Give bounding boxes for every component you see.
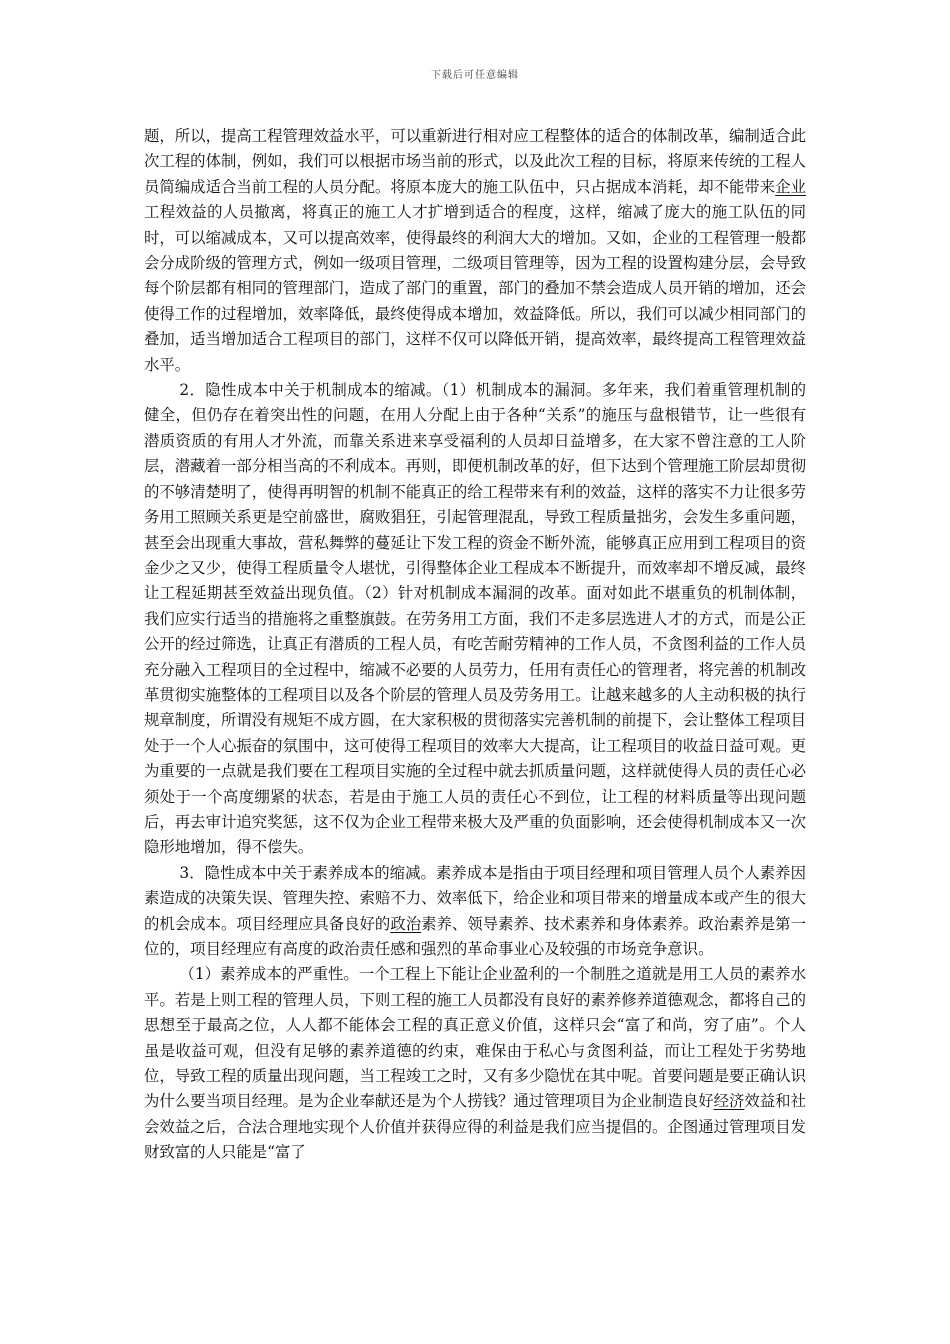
paragraph-3	[144, 861, 806, 963]
text-run: 2．隐性成本中关于机制成本的缩减。（1）机制成本的漏洞。多年来，我们着重管理机制的健全，但仍存在着突出性的问题，在用人分配上由于各种“关系”的施压与盘根错节，让一些很有潜质资质的有用人才外流，而靠关系进来享受福利的人员却日益增多，在大家不曾注意的工人阶层，潜藏着一部分相当高的不利成本。再则，即便机制改革的好，但下达到个管理施工阶层却贯彻的不够清楚明了，使得再明智的机制不能真正的给工程带来有利的效益，这样的落实不力让很多劳务用工照顾关系更是空前盛世，腐败猖狂，引起管理混乱，导致工程质量拙劣，会发生多重问题，甚至会出现重大事故，营私舞弊的蔓延让下发工程的资金不断外流，能够真正应用到工程项目的资金少之又少，使得工程质量令人堪忧，引得整体企业工程成本不断提升，而效率却不增反减，最终让工程延期甚至效益出现负值。（2）针对机制成本漏洞的改革。面对如此不堪重负的机制体制，我们应实行适当的措施将之重整旗鼓。在劳务用工方面，我们不走多层选进人才的方式，而是公正公开的经过筛选，让真正有潜质的工程人员，有吃苦耐劳精神的工作人员，不贪图利益的工作人员充分融入工程项目的全过程中，缩减不必要的人员劳力，任用有责任心的管理者，将完善的机制改革贯彻实施整体的工程项目以及各个阶层的管理人员及劳务用工。让越来越多的人主动积极的执行规章制度，所谓没有规矩不成方圆，在大家积极的贯彻落实完善机制的前提下，会让整体工程项目处于一个人心振奋的氛围中，这可使得工程项目的效率大大提高，让工程项目的收益日益可观。更为重要的一点就是我们要在工程项目实施的全过程中就去抓质量问题，这样就使得人员的责任心必须处于一个高度绷紧的状态，若是由于施工人员的责任心不到位，让工程的材料质量等出现问题后，再去审计追究奖惩，这不仅为企业工程带来极大及严重的负面影响，还会使得机制成本又一次隐形地增加，得不偿失。	[144, 381, 806, 857]
text-run: 效益和社会效益之后，合法合理地实现个人价值并获得应得的利益是我们应当提倡的。企图通过管理项目发财致富的人只能是“富了	[144, 1092, 806, 1162]
paragraph-4	[144, 962, 806, 1165]
paragraph-2	[144, 378, 806, 861]
text-run: 素养、领导素养、技术素养和身体素养。政治素养是第一位的，项目经理应有高度的政治责任感和强烈的革命事业心及较强的市场竞争意识。	[144, 914, 806, 958]
link-economy[interactable]: 经济	[713, 1092, 745, 1111]
page-header: 下载后可任意编辑	[431, 70, 519, 81]
text-run: 题，所以，提高工程管理效益水平，可以重新进行相对应工程整体的适合的体制改革，编制适合此次工程的体制，例如，我们可以根据市场当前的形式，以及此次工程的目标，将原来传统的工程人员简编成适合当前工程的人员分配。将原本庞大的施工队伍中，只占据成本消耗，却不能带来	[144, 127, 806, 196]
text-run: （1）素养成本的严重性。一个工程上下能让企业盈利的一个制胜之道就是用工人员的素养水平。若是上则工程的管理人员，下则工程的施工人员都没有良好的素养修养道德观念，都将自己的思想至于最高之位，人人都不能体会工程的真正意义价值，这样只会“富了和尚，穷了庙”。个人虽是收益可观，但没有足够的素养道德的约束，难保由于私心与贪图利益，而让工程处于劣势地位，导致工程的质量出现问题，当工程竣工之时，又有多少隐忧在其中呢。首要问题是要正确认识为什么要当项目经理。是为企业奉献还是为个人捞钱？通过管理项目为企业制造良好	[144, 965, 806, 1111]
text-run: 工程效益的人员撤离，将真正的施工人才扩增到适合的程度，这样，缩减了庞大的施工队伍的同时，可以缩减成本，又可以提高效率，使得最终的利润大大的增加。又如，企业的工程管理一般都会分成阶级的管理方式，例如一级项目管理，二级项目管理等，因为工程的设置构建分层，会导致每个阶层都有相同的管理部门，造成了部门的重置，部门的叠加不禁会造成人员开销的增加，还会使得工作的过程增加，效率降低，最终使得成本增加，效益降低。所以，我们可以减少相同部门的叠加，适当增加适合工程项目的部门，这样不仅可以降低开销，提高效率，最终提高工程管理效益水平。	[144, 203, 806, 374]
link-enterprise[interactable]: 企业	[775, 177, 806, 196]
link-politics[interactable]: 政治	[390, 914, 422, 933]
paragraph-1	[144, 124, 806, 378]
text-run: 3．隐性成本中关于素养成本的缩减。素养成本是指由于项目经理和项目管理人员个人素养因素造成的决策失误、管理失控、索赔不力、效率低下，给企业和项目带来的增量成本或产生的很大的机会成本。项目经理应具备良好的	[144, 863, 806, 933]
document-body	[144, 124, 806, 1166]
